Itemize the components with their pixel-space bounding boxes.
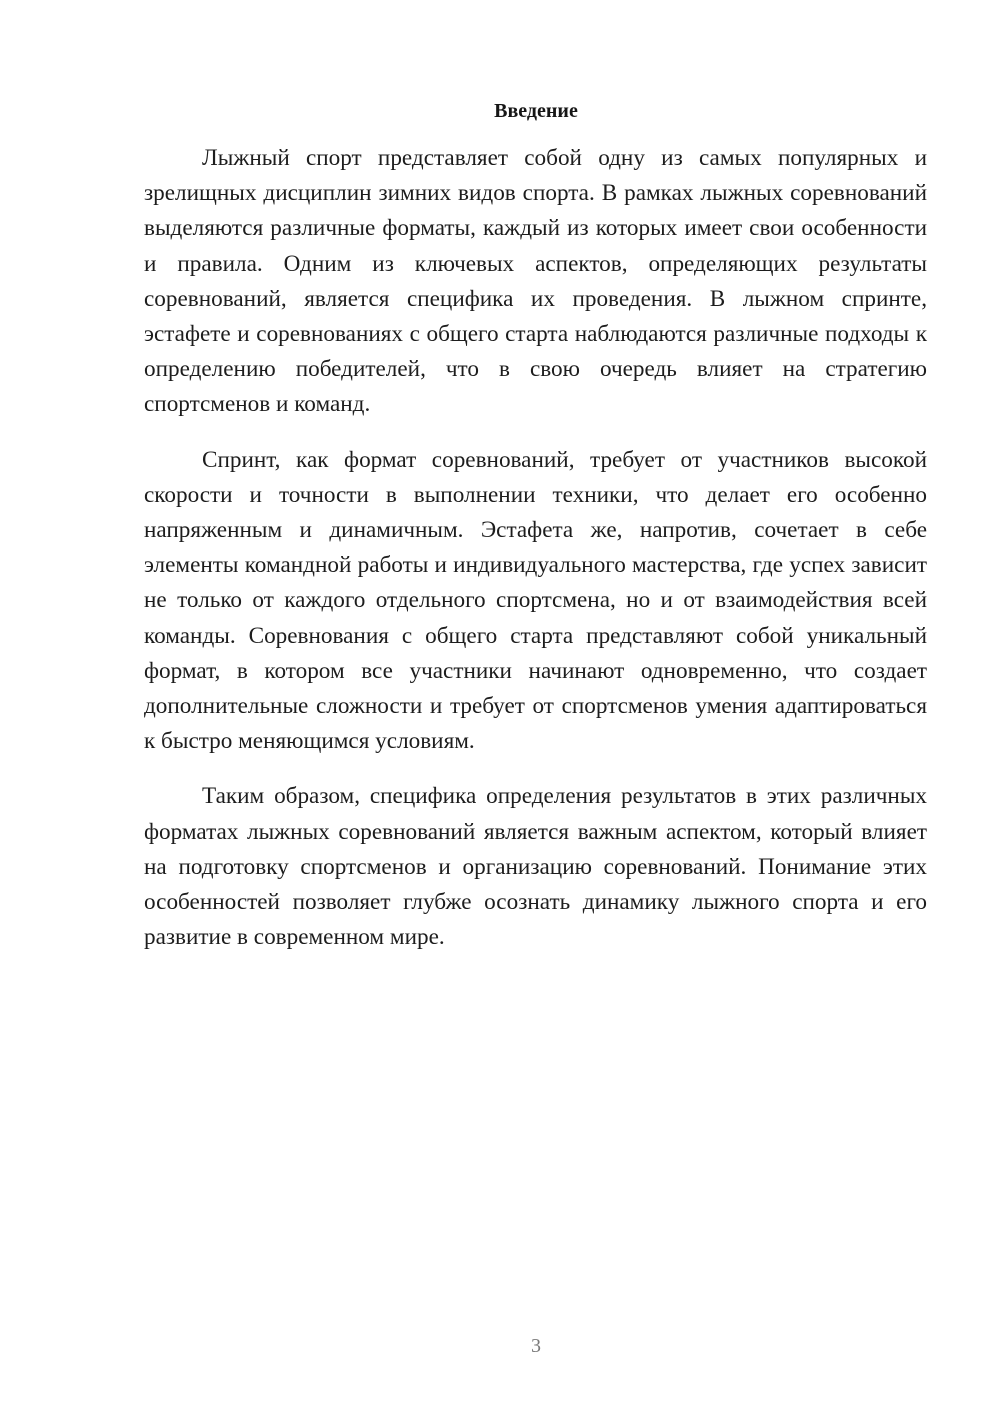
paragraph-1: Лыжный спорт представляет собой одну из самых популярных и зрелищных дисциплин зимних видов спорта. В рамках лыжных соревнований выделяются различные форматы, каждый из которых имеет свои особенности и правила. Одним из ключевых аспектов, определяющих результаты соревнований, является специфика их проведения. В лыжном спринте, эстафете и соревнованиях с общего старта наблюдаются различные подходы к определению победителей, что в свою очередь влияет на стратегию спортсменов и команд.	[144, 145, 927, 418]
page-number: 3	[531, 1335, 541, 1357]
paragraph-2: Спринт, как формат соревнований, требует от участников высокой скорости и точности в выполнении техники, что делает его особенно напряженным и динамичным. Эстафета же, напротив, сочетает в себе элементы командной работы и индивидуального мастерства, где успех зависит не только от каждого отдельного спортсмена, но и от взаимодействия всей команды. Соревнования с общего старта представляют собой уникальный формат, в котором все участники начинают одновременно, что создает дополнительные сложности и требует от спортсменов умения адаптироваться к быстро меняющимся условиям.	[144, 446, 927, 755]
section-title: Введение	[494, 100, 578, 122]
body-text	[144, 141, 927, 975]
paragraph-3: Таким образом, специфика определения результатов в этих различных форматах лыжных соревнований является важным аспектом, который влияет на подготовку спортсменов и организацию соревнований. Понимание этих особенностей позволяет глубже осознать динамику лыжного спорта и его развитие в современном мире.	[144, 783, 927, 951]
